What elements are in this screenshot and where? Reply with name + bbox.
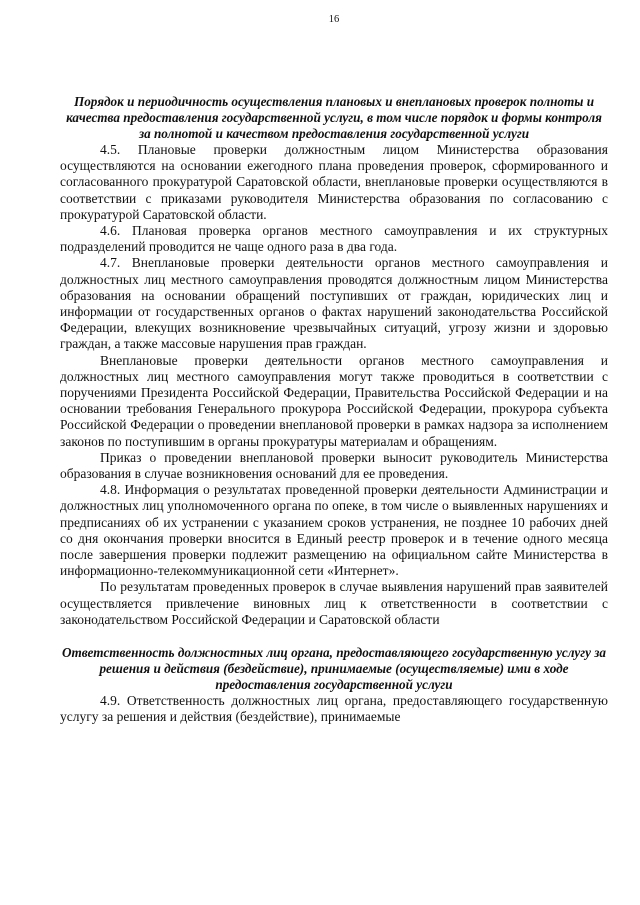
section-heading-responsibility: Ответственность должностных лиц органа, предоставляющего государственную услугу за решения и действия (бездействие), принимаемые (осуществляемые) ими в ходе предоставления государственной услуги [62,645,606,693]
page-number: 16 [328,14,340,25]
paragraph-4-5: 4.5. Плановые проверки должностным лицом Министерства образования осуществляются на основании ежегодного плана проведения проверок, сформированного и согласованного прокуратурой Саратовской области, внеплановые проверки осуществляются в соответствии с приказами руководителя Министерства образования по согласованию с прокуратурой Саратовской области. [60,142,608,222]
paragraph-inspection-order: Приказ о проведении внеплановой проверки выносит руководитель Министерства образования в случае возникновения оснований для ее проведения. [60,449,608,482]
document-page [60,0,608,726]
paragraph-inspection-results: По результатам проведенных проверок в случае выявления нарушений прав заявителей осуществляется привлечение виновных лиц к ответственности в соответствии с законодательством Российской Федерации и Саратовской области [60,579,608,627]
section-heading-inspections: Порядок и периодичность осуществления плановых и внеплановых проверок полноты и качества предоставления государственной услуги, в том числе порядок и формы контроля за полнотой и качеством предоставления государственной услуги [66,94,602,141]
paragraph-4-7: 4.7. Внеплановые проверки деятельности органов местного самоуправления и должностных лиц местного самоуправления проводятся должностным лицом Министерства образования на основании обращений поступивших от граждан, юридических лиц и информации от государственных органов о фактах нарушений законодательства Российской Федерации, влекущих возникновение чрезвычайных ситуаций, угрозу жизни и здоровью граждан, а также массовые нарушения прав граждан. [60,255,608,352]
paragraph-4-8: 4.8. Информация о результатах проведенной проверки деятельности Администрации и должностных лиц уполномоченного органа по опеке, в том числе о выявленных нарушениях и предписаниях об их устранении с указанием сроков устранения, не позднее 10 рабочих дней со дня окончания проверки вносится в Единый реестр проверок и в течение одного месяца после завершения проверки подлежит размещению на официальном сайте Министерства в информационно-телекоммуникационной сети «Интернет». [60,482,608,579]
paragraph-4-9: 4.9. Ответственность должностных лиц органа, предоставляющего государственную услугу за решения и действия (бездействие), принимаемые [60,693,608,725]
paragraph-unscheduled-inspections: Внеплановые проверки деятельности органов местного самоуправления и должностных лиц местного самоуправления могут также проводиться в соответствии с поручениями Президента Российской Федерации, Правительства Российской Федерации и на основании требования Генерального прокурора Российской Федерации, прокурора субъекта Российской Федерации о проведении внеплановой проверки в рамках надзора за исполнением законов по поступившим в органы прокуратуры материалам и обращениям. [60,352,608,449]
paragraph-4-6: 4.6. Плановая проверка органов местного самоуправления и их структурных подразделений проводится не чаще одного раза в два года. [60,223,608,255]
